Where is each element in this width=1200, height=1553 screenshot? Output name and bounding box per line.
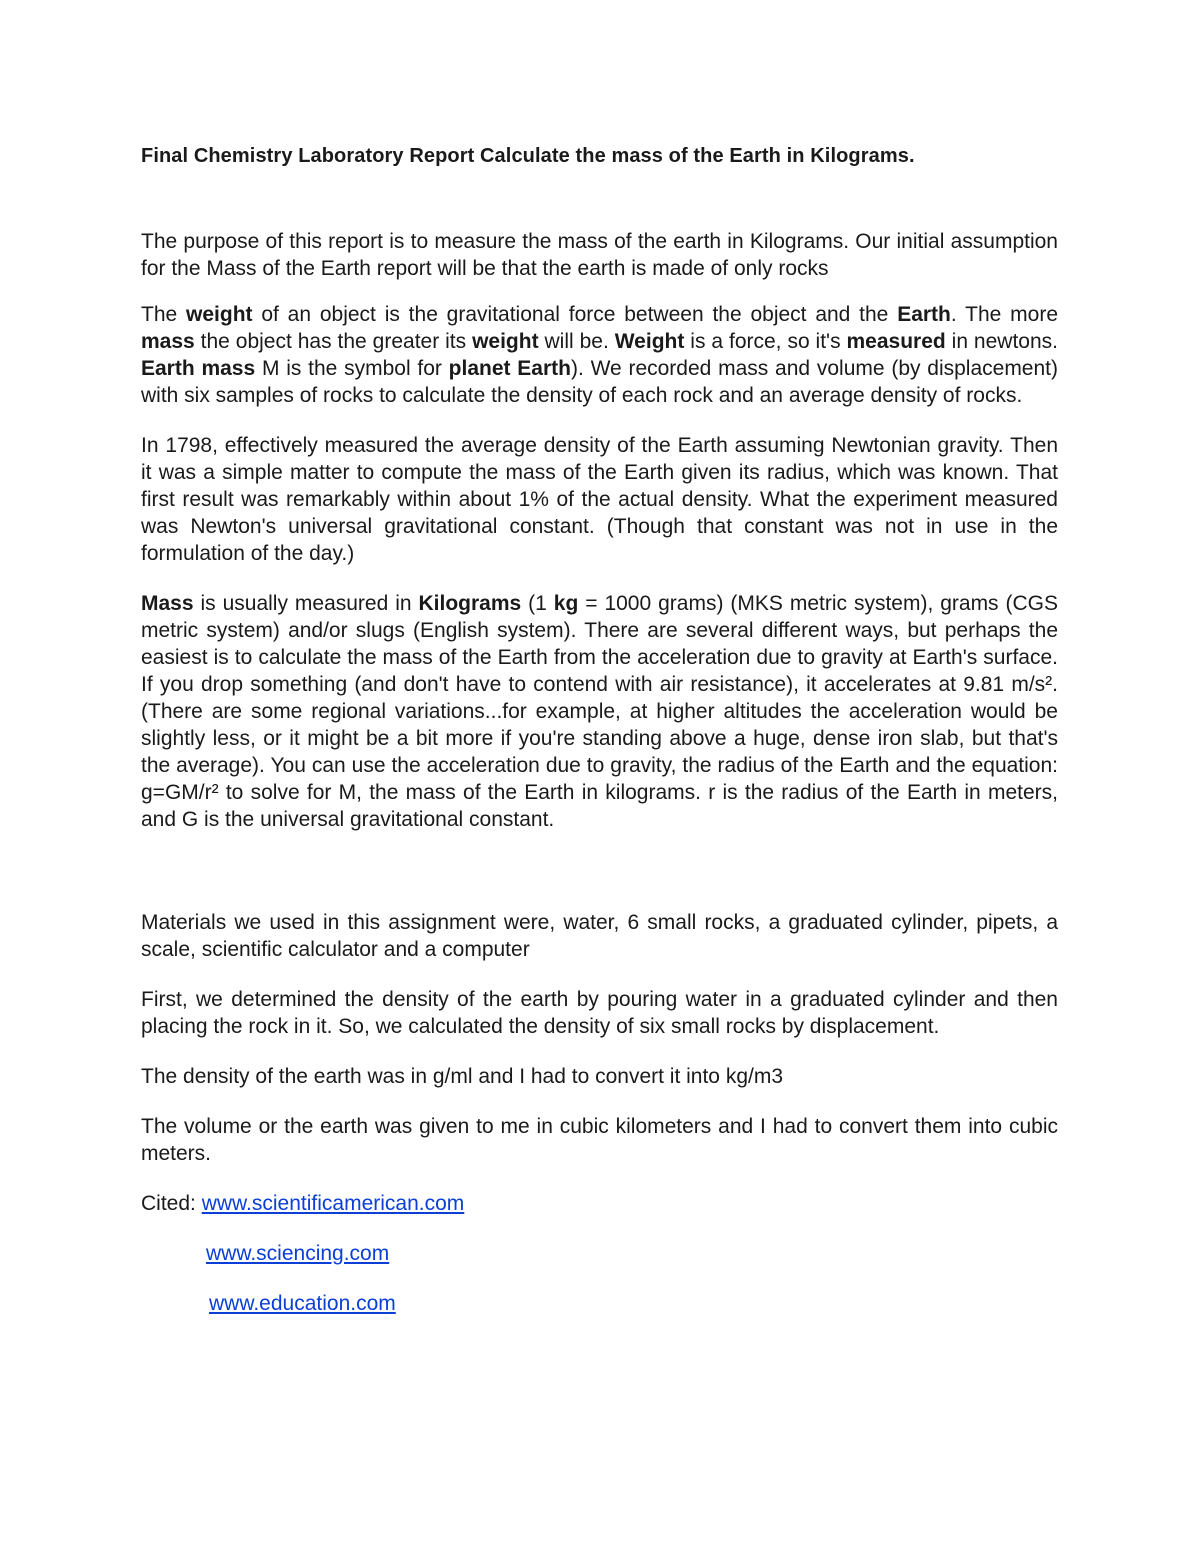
paragraph-mass bbox=[141, 590, 1058, 833]
cited-label: Cited: bbox=[141, 1192, 202, 1215]
paragraph-weight bbox=[141, 301, 1058, 409]
paragraph-history: In 1798, effectively measured the average density of the Earth assuming Newtonian gravity. Then it was a simple matter to compute the mass of the Earth given its radius, which was known. That first result was remarkably within about 1% of the actual density. What the experiment measured was Newton's universal gravitational constant. (Though that constant was not in use in the formulation of the day.) bbox=[141, 434, 1058, 565]
document-body bbox=[141, 143, 1058, 1340]
text-run: M is the symbol for bbox=[255, 357, 449, 380]
bold-term: planet Earth bbox=[448, 357, 571, 380]
text-run: is usually measured in bbox=[193, 592, 419, 615]
bold-term: Weight bbox=[614, 330, 685, 353]
citation-link-sciencing[interactable]: www.sciencing.com bbox=[206, 1242, 390, 1265]
text-run: = 1000 grams) (MKS metric system), grams (CGS metric system) and/or slugs (English system). There are several different ways, but perhaps the easiest is to calculate the mass of the Earth from the acceleration due to gravity at Earth's surface. If you drop something (and don't have to contend with air resistance), it accelerates at 9.81 m/s². (There are some regional variations...for example, at higher altitudes the acceleration would be slightly less, or it might be a bit more if you're standing above a huge, dense iron slab, but that's the average). You can use the acceleration due to gravity, the radius of the Earth and the equation: g=GM/r² to solve for M, the mass of the Earth in kilograms. r is the radius of the Earth in meters, and G is the universal gravitational constant. bbox=[141, 592, 1059, 831]
text-run: is a force, so it's bbox=[684, 330, 847, 353]
paragraph-purpose: The purpose of this report is to measure the mass of the earth in Kilograms. Our initial assumption for the Mass of the Earth report will be that the earth is made of only rocks bbox=[141, 230, 1058, 280]
paragraph-materials: Materials we used in this assignment were, water, 6 small rocks, a graduated cylinder, pipets, a scale, scientific calculator and a computer bbox=[141, 911, 1058, 961]
bold-term: weight bbox=[186, 303, 253, 326]
text-run: the object has the greater its bbox=[194, 330, 473, 353]
text-run: will be. bbox=[538, 330, 615, 353]
citation-link-scientificamerican[interactable]: www.scientificamerican.com bbox=[201, 1192, 465, 1215]
bold-term: measured bbox=[846, 330, 946, 353]
citation-link-education[interactable]: www.education.com bbox=[209, 1292, 396, 1315]
text-run: ). We recorded mass and volume (by displacement) with six samples of rocks to calculate the density of each rock and an average density of rocks. bbox=[141, 357, 1058, 407]
bold-term: Mass bbox=[141, 592, 194, 615]
bold-term: weight bbox=[472, 330, 539, 353]
bold-term: Earth mass bbox=[141, 357, 256, 380]
paragraph-volume: The volume or the earth was given to me in cubic kilometers and I had to convert them into cubic meters. bbox=[141, 1115, 1058, 1165]
text-run: The bbox=[141, 303, 187, 326]
text-run: (1 bbox=[521, 592, 554, 615]
text-run: . The more bbox=[950, 303, 1058, 326]
citations bbox=[141, 1190, 1058, 1217]
text-run: of an object is the gravitational force between the object and the bbox=[252, 303, 898, 326]
bold-term: Kilograms bbox=[418, 592, 522, 615]
paragraph-density: The density of the earth was in g/ml and I had to convert it into kg/m3 bbox=[141, 1065, 784, 1088]
bold-term: mass bbox=[141, 330, 195, 353]
citation-row bbox=[141, 1240, 1058, 1267]
citation-row bbox=[141, 1290, 1058, 1317]
bold-term: Earth bbox=[897, 303, 951, 326]
text-run: in newtons. bbox=[945, 330, 1058, 353]
bold-term: kg bbox=[553, 592, 579, 615]
report-title: Final Chemistry Laboratory Report Calculate the mass of the Earth in Kilograms. bbox=[141, 145, 915, 167]
paragraph-procedure: First, we determined the density of the earth by pouring water in a graduated cylinder and then placing the rock in it. So, we calculated the density of six small rocks by displacement. bbox=[141, 988, 1058, 1038]
